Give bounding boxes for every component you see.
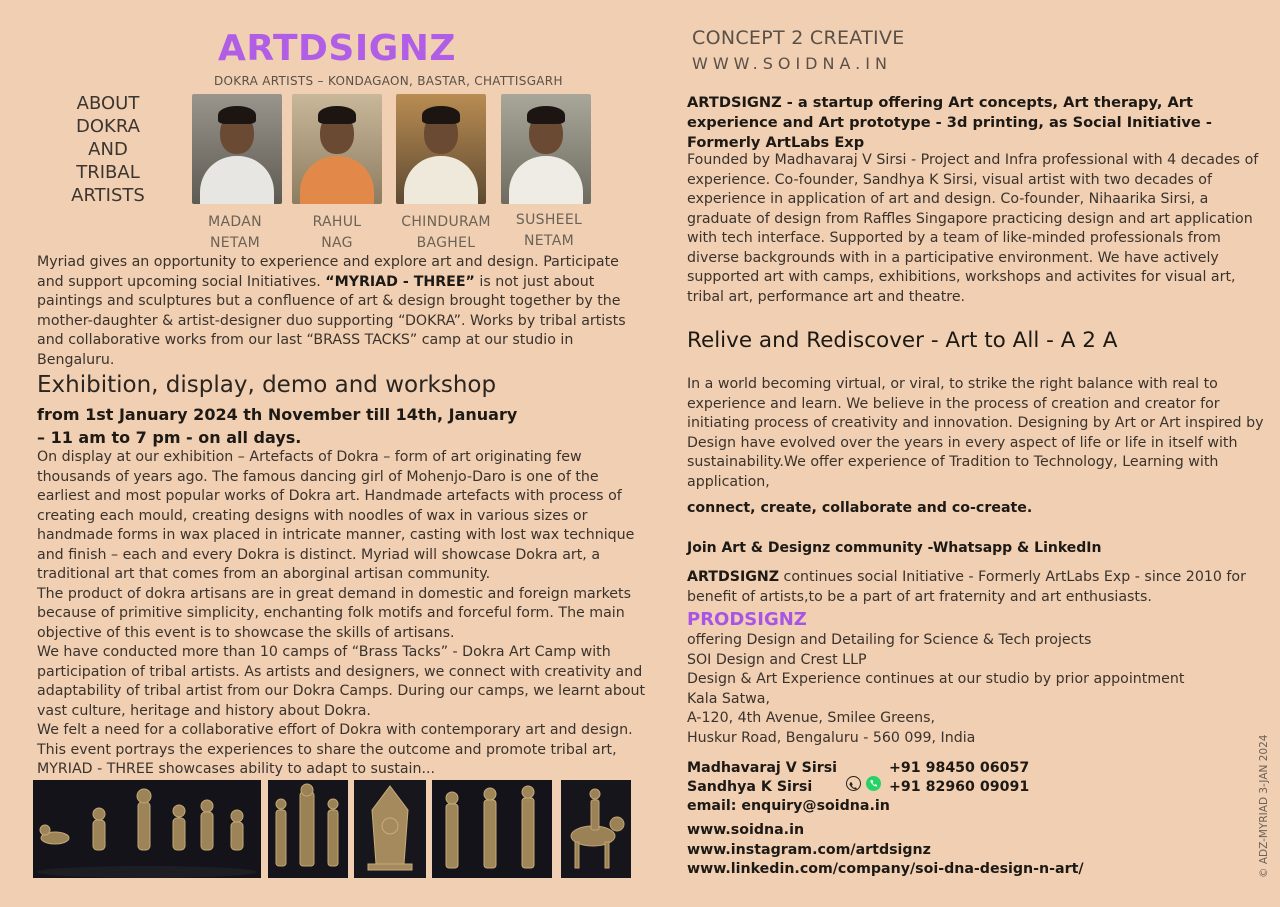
contact-name: Sandhya K Sirsi xyxy=(687,779,813,795)
address-block: offering Design and Detailing for Science & Tech projects SOI Design and Crest LLP Design & Art Experience continues at our studio by prior appointment Kala Satwa, A-120, 4th Avenue, Smilee Greens, Huskur Road, Bengaluru - 560 099, India xyxy=(687,632,1185,746)
artist-photo-rahul xyxy=(292,94,382,204)
whatsapp-icon xyxy=(866,776,881,791)
artist-photo-chinduram xyxy=(396,94,486,204)
link-linkedin[interactable]: www.linkedin.com/company/soi-dna-design-n-art/ xyxy=(687,861,1084,877)
link-instagram[interactable]: www.instagram.com/artdsignz xyxy=(687,841,931,858)
social-initiative-paragraph: ARTDSIGNZ continues social Initiative - Formerly ArtLabs Exp - since 2010 for benefit of artists,to be a part of art fraternity and art enthusiasts. xyxy=(687,569,1246,605)
phone-icon xyxy=(846,776,861,791)
exhibition-title: Exhibition, display, demo and workshop xyxy=(37,372,497,398)
about-heading: ABOUT DOKRA AND TRIBAL ARTISTS xyxy=(71,93,145,206)
contact-phone[interactable]: +91 82960 09091 xyxy=(889,779,1030,795)
dokra-artwork-photo xyxy=(561,780,631,878)
connect-line: connect, create, collaborate and co-create. xyxy=(687,500,1033,516)
join-community: Join Art & Designz community -Whatsapp & LinkedIn xyxy=(687,540,1102,556)
dokra-artwork-photo xyxy=(33,780,261,878)
contact-name: Madhavaraj V Sirsi xyxy=(687,760,838,776)
contact-phone[interactable]: +91 98450 06057 xyxy=(889,760,1030,776)
brand-subtitle: DOKRA ARTISTS – KONDAGAON, BASTAR, CHATTISGARH xyxy=(214,74,563,88)
link-website[interactable]: www.soidna.in xyxy=(687,822,805,838)
artdsignz-intro: ARTDSIGNZ - a startup offering Art concepts, Art therapy, Art experience and Art prototype - 3d printing, as Social Initiative - Formerly ArtLabs Exp xyxy=(687,94,1212,151)
dokra-artwork-photo xyxy=(268,780,348,878)
exhibition-dates: from 1st January 2024 th November till 14th, January – 11 am to 7 pm - on all days. xyxy=(37,405,518,447)
intro-paragraph: Myriad gives an opportunity to experience and explore art and design. Participate and support upcoming social Initiatives. “MYRIAD - THREE” is not just about paintings and sculptures but a confluence of art & design brought together by the mother-daughter & artist-designer duo supporting “DOKRA”. Works by tribal artists and collaborative works from our last “BRASS TACKS” camp at our studio in Bengaluru. xyxy=(37,254,626,368)
website-url[interactable]: WWW.SOIDNA.IN xyxy=(692,54,892,73)
artist-name: CHINDURAM BAGHEL xyxy=(401,214,491,251)
artist-photo-madan xyxy=(192,94,282,204)
email-address[interactable]: email: enquiry@soidna.in xyxy=(687,798,890,814)
dokra-artwork-photo xyxy=(432,780,552,878)
copyright-note: © ADZ-MYRIAD 3-JAN 2024 xyxy=(1258,734,1270,878)
concept-tagline: CONCEPT 2 CREATIVE xyxy=(692,27,905,49)
artist-name: RAHUL NAG xyxy=(312,214,362,251)
dokra-artwork-photo xyxy=(354,780,426,878)
artist-photo-susheel xyxy=(501,94,591,204)
brand-title: ARTDSIGNZ xyxy=(218,28,457,69)
relive-heading: Relive and Rediscover - Art to All - A 2 A xyxy=(687,328,1118,353)
artist-name: MADAN NETAM xyxy=(208,214,262,251)
philosophy-paragraph: In a world becoming virtual, or viral, to strike the right balance with real to experience and learn. We believe in the process of creation and creator for initiating process of creativity and innovation. Designing by Art or Art inspired by Design have evolved over the years in every aspect of life or life in itself with sustainability.We offer experience of Tradition to Technology, Learning with application, xyxy=(687,376,1264,490)
links-list xyxy=(687,821,1084,880)
artist-name: SUSHEEL NETAM xyxy=(515,212,583,249)
founders-paragraph: Founded by Madhavaraj V Sirsi - Project and Infra professional with 4 decades of experience. Co-founder, Sandhya K Sirsi, visual artist with two decades of experience in application of art and design. Co-founder, Nihaarika Sirsi, a graduate of design from Raffles Singapore practicing design and art application with tech interface. Supported by a team of like-minded professionals from diverse backgrounds with in a participative environment. We have actively supported art with camps, exhibitions, workshops and activites for visual art, tribal art, performance art and theatre. xyxy=(687,152,1259,305)
exhibition-description: On display at our exhibition – Artefacts of Dokra – form of art originating few thousands of years ago. The famous dancing girl of Mohenjo-Daro is one of the earliest and most popular works of Dokra art. Handmade artefacts with process of creating each mould, creating designs with noodles of wax in various sizes or handmade forms in wax placed in intricate manner, casting with lost wax technique and finish – each and every Dokra is distinct. Myriad will showcase Dokra art, a traditional art that comes from an aborginal artisan community. The product of dokra artisans are in great demand in domestic and foreign markets because of primitive simplicity, enchanting folk motifs and forceful form. The main objective of this event is to showcase the skills of artisans. We have conducted more than 10 camps of “Brass Tacks” - Dokra Art Camp with participation of tribal artists. As artists and designers, we connect with creativity and adaptability of tribal artist from our Dokra Camps. During our camps, we learnt about vast culture, heritage and history about Dokra. We felt a need for a collaborative effort of Dokra with contemporary art and design. This event portrays the experiences to share the outcome and promote tribal art, MYRIAD - THREE showcases ability to adapt to sustain... xyxy=(37,449,646,777)
prodsignz-title: PRODSIGNZ xyxy=(687,609,807,630)
